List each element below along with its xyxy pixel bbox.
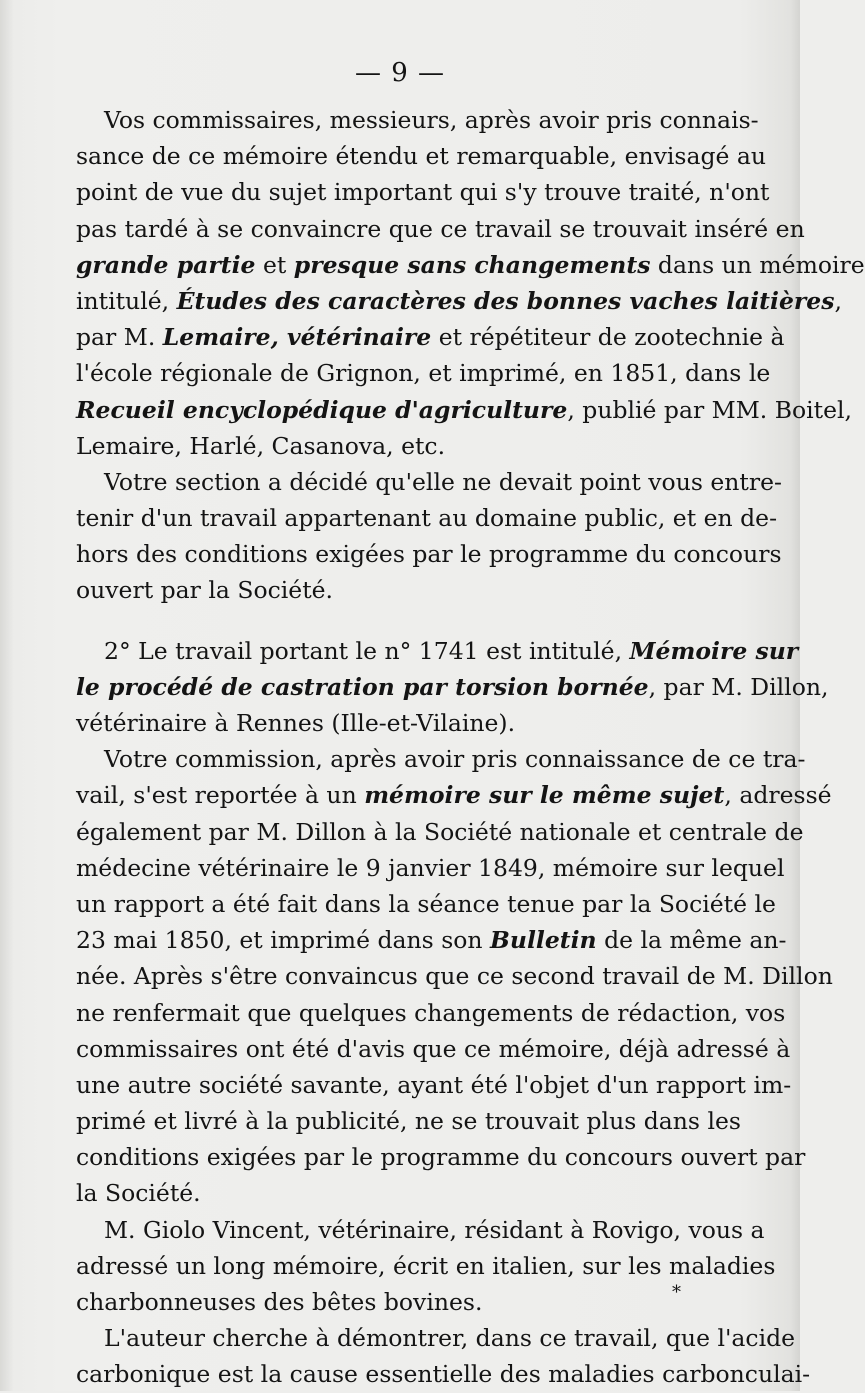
- text-line: commissaires ont été d'avis que ce mémoire, déjà adressé à: [76, 1034, 791, 1063]
- text-line: née. Après s'être convaincus que ce second travail de M. Dillon: [76, 962, 833, 991]
- text-line: Lemaire, Harlé, Casanova, etc.: [76, 431, 446, 460]
- text-line: adressé un long mémoire, écrit en italien, sur les maladies: [76, 1251, 776, 1280]
- text-line: par M. Lemaire, vétérinaire et répétiteur de zootechnie à: [76, 323, 785, 352]
- text-line: Recueil encyclopédique d'agriculture, publié par MM. Boitel,: [76, 395, 853, 424]
- text-line: pas tardé à se convaincre que ce travail se trouvait inséré en: [76, 214, 805, 243]
- text-line: ouvert par la Société.: [76, 576, 334, 605]
- text-line: Vos commissaires, messieurs, après avoir pris connais-: [104, 106, 759, 134]
- text-line: l'école régionale de Grignon, et imprimé, en 1851, dans le: [76, 359, 771, 388]
- text-line: grande partie et presque sans changements dans un mémoire: [76, 250, 865, 279]
- text-line: L'auteur cherche à démontrer, dans ce travail, que l'acide: [104, 1324, 796, 1353]
- body-text: [76, 102, 865, 1393]
- text-line: également par M. Dillon à la Société nationale et centrale de: [76, 817, 804, 846]
- signature-mark: *: [672, 1282, 681, 1303]
- text-line: point de vue du sujet important qui s'y trouve traité, n'ont: [76, 178, 770, 207]
- text-line: Votre commission, après avoir pris connaissance de ce tra-: [104, 745, 806, 774]
- text-line: hors des conditions exigées par le programme du concours: [76, 540, 782, 569]
- text-line: conditions exigées par le programme du concours ouvert par: [76, 1143, 806, 1172]
- text-line: tenir d'un travail appartenant au domaine public, et en de-: [76, 504, 778, 533]
- paragraph-gap: [76, 609, 734, 633]
- text-line: un rapport a été fait dans la séance tenue par la Société le: [76, 889, 776, 918]
- text-line: médecine vétérinaire le 9 janvier 1849, mémoire sur lequel: [76, 853, 785, 882]
- text-line: le procédé de castration par torsion bornée, par M. Dillon,: [76, 672, 829, 701]
- text-line: sance de ce mémoire étendu et remarquable, envisagé au: [76, 142, 767, 171]
- text-line: la Société.: [76, 1179, 201, 1208]
- text-line: charbonneuses des bêtes bovines.: [76, 1288, 483, 1316]
- text-line: intitulé, Études des caractères des bonnes vaches laitières,: [76, 286, 842, 315]
- text-line: une autre société savante, ayant été l'objet d'un rapport im-: [76, 1070, 792, 1099]
- page-number: — 9 —: [354, 58, 446, 88]
- text-line: vétérinaire à Rennes (Ille-et-Vilaine).: [76, 709, 516, 737]
- text-line: 23 mai 1850, et imprimé dans son Bulletin de la même an-: [76, 926, 787, 955]
- text-line: 2° Le travail portant le n° 1741 est intitulé, Mémoire sur: [104, 636, 799, 665]
- text-line: carbonique est la cause essentielle des maladies carbonculai-: [76, 1360, 811, 1389]
- text-line: ne renfermait que quelques changements de rédaction, vos: [76, 998, 786, 1027]
- text-line: vail, s'est reportée à un mémoire sur le même sujet, adressé: [76, 781, 832, 810]
- text-line: Votre section a décidé qu'elle ne devait point vous entre-: [104, 467, 782, 496]
- text-line: primé et livré à la publicité, ne se trouvait plus dans les: [76, 1107, 741, 1136]
- text-line: M. Giolo Vincent, vétérinaire, résidant à Rovigo, vous a: [104, 1215, 765, 1244]
